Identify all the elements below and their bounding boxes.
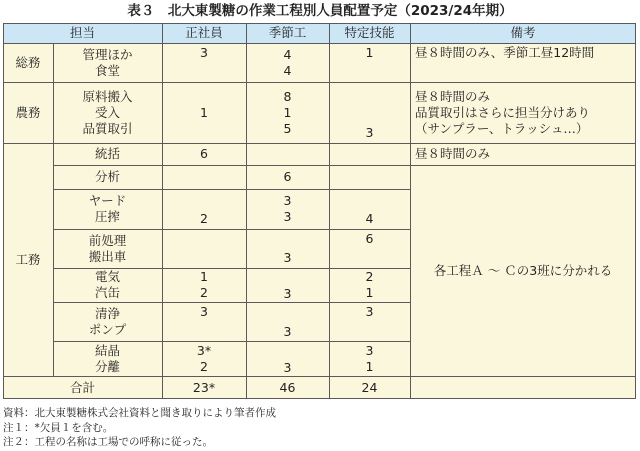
value-cell: 6 [283,169,292,184]
group-koumu: 工務 [15,251,41,267]
table-notes [3,406,276,450]
value-cell: 3 [200,44,208,60]
remark-noumu [410,82,636,143]
header-biko: 備考 [410,23,636,43]
value-stack [162,268,246,302]
remark-line: （サンプラー、トラッシュ…） [415,120,589,136]
group-noumu: 農務 [15,104,41,120]
grid-line [246,23,247,399]
grid-line [53,229,410,230]
grid-line [3,23,636,24]
remark-kouteibetsu: 各工程Ａ ～ Ｃの3班に分かれる [433,262,613,278]
total-tokutei: 24 [361,379,378,395]
header-tanto: 担当 [3,23,162,43]
value-cell: 3 [283,359,292,375]
task-name: 分析 [94,169,120,184]
task-name: 汽缶 [94,285,120,300]
grid-line [3,398,636,399]
row-yado-names [53,189,162,229]
task-name: 電気 [94,269,120,284]
task-name: 食堂 [94,62,120,78]
source-note: 資料：北大東製糖株式会社資料と聞き取りにより筆者作成 [3,407,276,419]
value-cell: 3 [283,285,292,301]
grid-line [635,23,636,399]
note-2: 注２：工程の名称は工場での呼称に従った。 [3,436,213,448]
grid-line [329,23,330,399]
grid-line [53,43,54,376]
staffing-table [3,23,636,399]
task-name: 原料搬入 [82,88,133,104]
grid-line [3,43,636,44]
total-seishain: 23* [192,379,216,395]
group-somu: 総務 [15,54,41,70]
task-name: 清浄 [94,305,120,321]
task-name: 前処理 [88,232,127,248]
grid-line [53,165,636,166]
value-cell: 6 [200,146,208,161]
grid-line [53,189,410,190]
value-cell: 3 [283,250,292,265]
value-cell: 2 [200,285,208,300]
grid-line [53,302,410,303]
value-cell: 2 [365,269,374,284]
value-cell: 4 [365,211,374,226]
grid-line [162,23,163,399]
value-cell: 3 [283,323,292,339]
task-name: 結晶 [94,342,120,358]
row-noumu-names [53,82,162,143]
remark-toukatsu: 昼８時間のみ [415,146,491,161]
value-cell: 1 [283,104,292,120]
note-1: 注１：*欠員１を含む。 [3,421,114,434]
table-title: 表３ 北大東製糖の作業工程別人員配置予定（2023/24年期） [127,3,513,19]
value-stack [246,189,329,229]
value-cell: 3 [200,304,208,319]
task-name: 圧搾 [94,209,120,224]
row-kessho-names [53,341,162,376]
task-name: 管理ほか [82,46,133,62]
row-maeshori-names [53,229,162,268]
remark-line: 昼８時間のみ [415,88,491,104]
grid-line [3,376,636,377]
value-cell: 3 [365,304,374,319]
value-cell: 4 [283,62,292,78]
task-name: 統括 [94,146,120,161]
grid-line [3,82,636,83]
value-cell: 2 [200,211,208,226]
grid-line [410,23,411,399]
task-name: 搬出車 [88,248,127,264]
row-denki-names [53,268,162,302]
value-cell: 1 [365,358,374,374]
header-kisetsuko: 季節工 [246,23,329,43]
value-cell: 4 [283,46,292,62]
value-cell: 3 [283,193,292,208]
grid-line [3,23,4,399]
value-cell: 1 [365,285,374,300]
value-cell: 1 [200,269,208,284]
value-cell: 3 [283,209,292,224]
task-name: ヤード [88,193,127,208]
header-seishain: 正社員 [162,23,246,43]
remark-somu: 昼８時間のみ、季節工昼12時間 [415,44,595,60]
value-cell: 3 [365,342,374,358]
total-kisetsuko: 46 [279,379,296,395]
remark-line: 品質取引はさらに担当分けあり [415,104,591,120]
row-seijo-names [53,302,162,341]
value-stack [162,341,246,376]
value-cell: 5 [283,120,292,136]
grid-line [3,143,636,144]
value-cell: 3 [365,125,374,140]
value-cell: 8 [283,88,292,104]
value-stack [329,268,410,302]
value-stack [329,341,410,376]
value-cell: 1 [365,44,374,60]
value-cell: 1 [200,104,208,120]
task-name: 品質取引 [82,120,133,136]
task-name: 受入 [94,104,120,120]
task-name: 分離 [94,358,120,374]
value-stack [246,43,329,82]
value-stack [246,82,329,143]
row-somu-names [53,43,162,82]
total-label: 合計 [69,379,95,395]
grid-line [53,341,410,342]
grid-line [53,268,410,269]
value-cell: 2 [200,358,208,374]
header-tokutei: 特定技能 [329,23,410,43]
value-cell: 3* [196,342,212,358]
task-name: ポンプ [88,321,127,337]
value-cell: 6 [365,231,374,246]
